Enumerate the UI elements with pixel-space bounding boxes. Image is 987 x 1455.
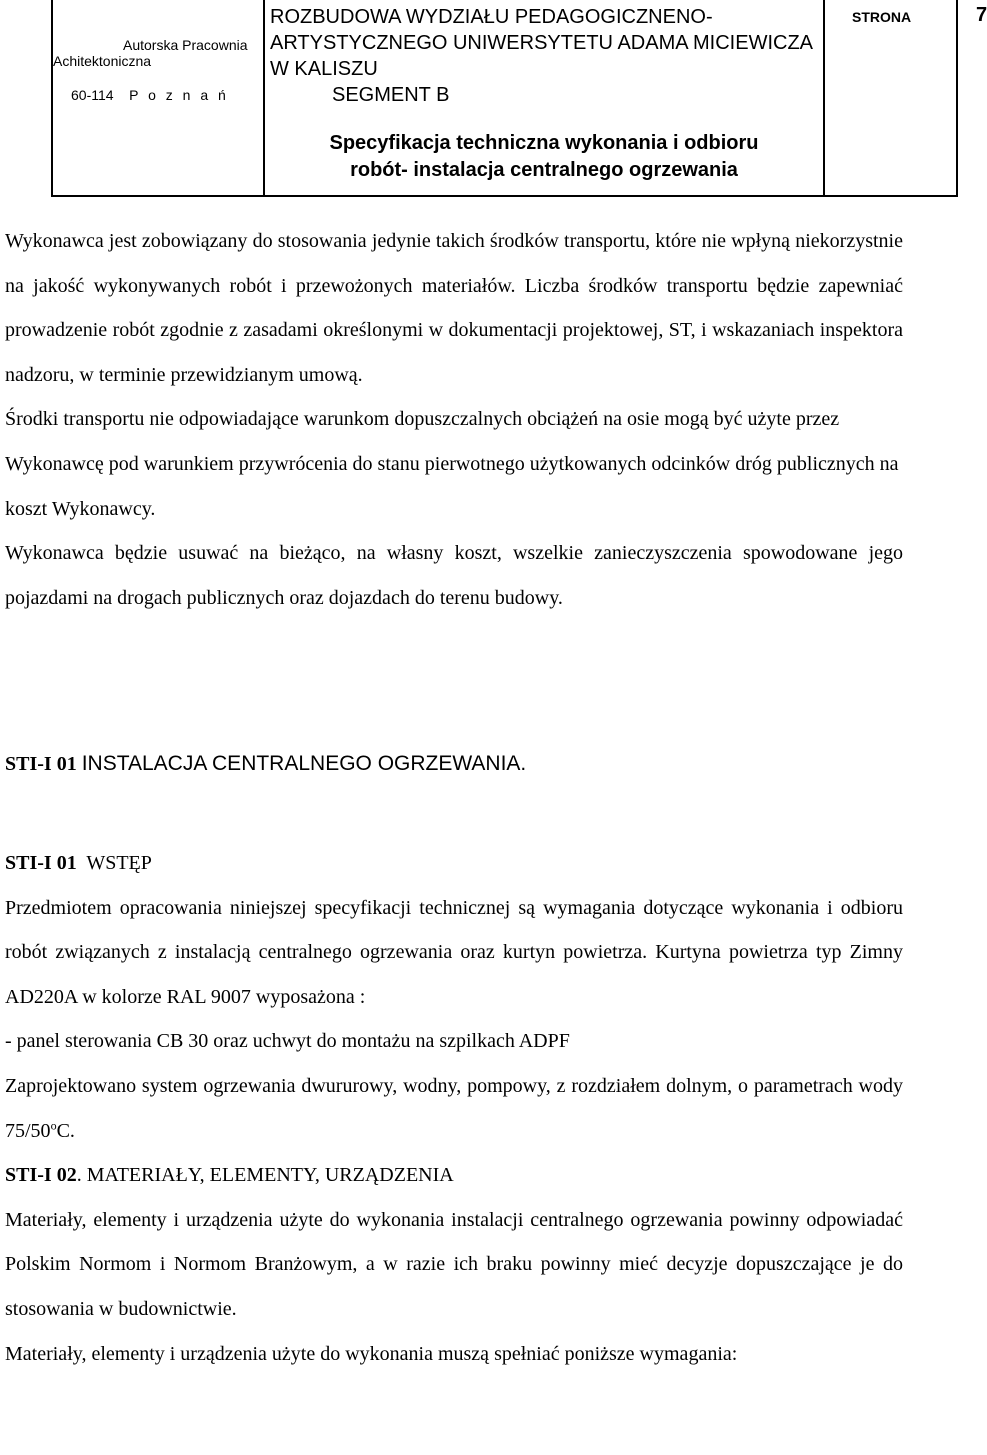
office-address [71, 87, 229, 103]
materials-heading [5, 1153, 903, 1198]
office-postcode: 60-114 [71, 87, 114, 103]
project-cell [265, 0, 825, 195]
intro-code: STI-I 01 [5, 852, 77, 874]
materials-code: STI-I 02 [5, 1164, 77, 1187]
page-number-cell [825, 0, 987, 195]
office-name-line2: Achitektoniczna [53, 53, 152, 69]
intro-paragraph-1: Przedmiotem opracowania niniejszej specyfikacji technicznej są wymagania dotyczące wykonania i odbioru robót związanych z instalacją centralnego ogrzewania oraz kurtyn powietrza. Kurtyna powietrza typ Zimny AD220A w kolorze RAL 9007 wyposażona : [5, 896, 903, 1008]
transport-section [5, 219, 903, 620]
page-label: STRONA [852, 9, 912, 25]
transport-paragraph-1: Wykonawca jest zobowiązany do stosowania jedynie takich środków transportu, które nie wpłyną niekorzystnie na jakość wykonywanych robót i przewożonych materiałów. Liczba środków transportu będzie zapewniać prowadzenie robót zgodnie z zasadami określonymi w dokumentacji projektowej, ST, i wskazaniach inspektora nadzoru, w terminie przewidzianym umową. [5, 230, 903, 386]
materials-paragraph-1: Materiały, elementy i urządzenia użyte do wykonania instalacji centralnego ogrzewania powinny odpowiadać Polskim Normom i Normom Branżowym, a w razie ich braku powinny mieć decyzje dopuszczające je do stosowania w budownictwie. [5, 1208, 903, 1320]
main-section-code: STI-I 01 [5, 753, 77, 775]
intro-paragraph-2 [5, 1064, 903, 1153]
materials-paragraph-2: Materiały, elementy i urządzenia użyte do wykonania muszą spełniać poniższe wymagania: [5, 1342, 738, 1365]
project-title-line2: ARTYSTYCZNEGO UNIWERSYTETU ADAMA MICIEWICZA [270, 32, 814, 54]
office-cell [53, 0, 265, 195]
main-section-title: INSTALACJA CENTRALNEGO OGRZEWANIA. [81, 752, 527, 775]
degree-sign: o [50, 1117, 57, 1132]
intro-and-materials [5, 841, 903, 1376]
intro-paragraph-2-text: Zaprojektowano system ogrzewania dwururowy, wodny, pompowy, z rozdziałem dolnym, o parametrach wody 75/50 [5, 1074, 903, 1142]
materials-title: . MATERIAŁY, ELEMENTY, URZĄDZENIA [76, 1164, 454, 1187]
project-title-line3: W KALISZU [270, 58, 378, 80]
project-segment: SEGMENT B [332, 84, 450, 106]
transport-paragraph-2: Środki transportu nie odpowiadające warunkom dopuszczalnych obciążeń na osie mogą być użyte przez Wykonawcę pod warunkiem przywrócenia do stanu pierwotnego użytkowanych odcinków dróg publicznych na koszt Wykonawcy. [5, 408, 899, 520]
page-number: 7 [976, 4, 987, 26]
transport-paragraph-3: Wykonawca będzie usuwać na bieżąco, na własny koszt, wszelkie zanieczyszczenia spowodowane jego pojazdami na drogach publicznych oraz dojazdach do terenu budowy. [5, 542, 903, 609]
project-title-line1: ROZBUDOWA WYDZIAŁU PEDAGOGICZNENO- [270, 6, 713, 28]
intro-list-item: - panel sterowania CB 30 oraz uchwyt do montażu na szpilkach ADPF [5, 1030, 570, 1053]
spec-title-line2: robót- instalacja centralnego ogrzewania [350, 159, 738, 181]
project-title [270, 4, 813, 108]
page-header [51, 0, 987, 197]
intro-heading [5, 841, 903, 886]
office-city: P o z n a ń [129, 87, 229, 103]
intro-paragraph-2-unit: C. [56, 1119, 75, 1142]
office-name-line1: Autorska Pracownia [123, 37, 248, 53]
intro-title: WSTĘP [86, 852, 152, 874]
main-section-heading [5, 752, 526, 776]
spec-title [265, 130, 823, 184]
spec-title-line1: Specyfikacja techniczna wykonania i odbioru [329, 132, 759, 154]
